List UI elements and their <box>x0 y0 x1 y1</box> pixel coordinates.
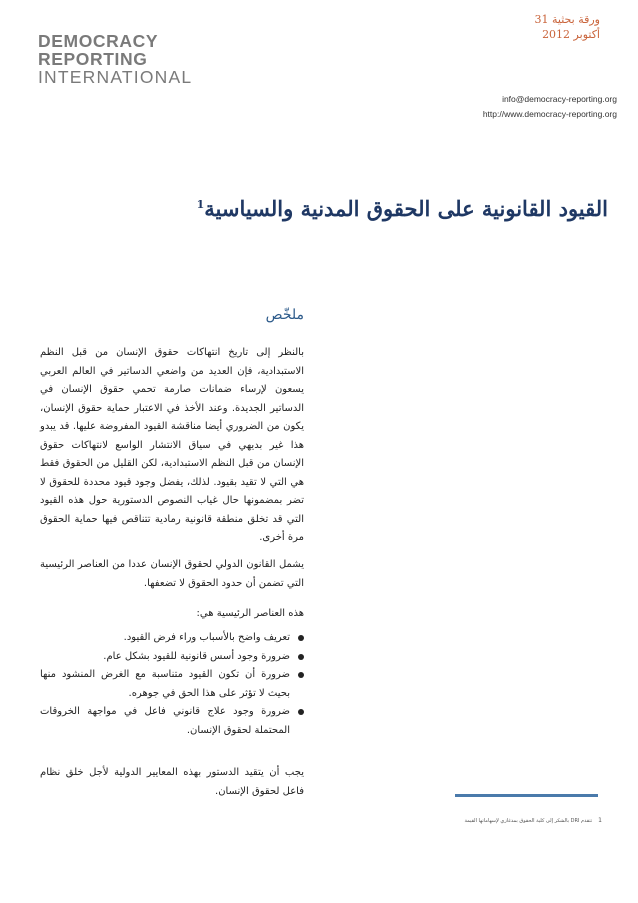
footnote-number: 1 <box>598 817 602 824</box>
key-elements-list <box>40 629 304 740</box>
logo-line-1: DEMOCRACY <box>38 31 159 51</box>
bullet-icon <box>298 709 304 715</box>
contact-block <box>360 92 617 122</box>
footnote-divider <box>455 794 598 797</box>
list-item-text: ضرورة أن تكون القيود متناسبة مع الغرض المنشود منها بحيث لا تؤثر على هذا الحق في جوهره. <box>40 669 290 699</box>
logo-line-3: INTERNATIONAL <box>38 67 193 87</box>
paper-series-label <box>482 12 600 42</box>
paper-number: ورقة بحثية 31 <box>534 13 600 26</box>
website-link[interactable]: http://www.democracy-reporting.org <box>482 109 617 119</box>
title-text: القيود القانونية على الحقوق المدنية والسياسية <box>204 196 608 221</box>
bullet-icon <box>298 672 304 678</box>
title-footnote-mark[interactable]: 1 <box>196 198 205 211</box>
summary-paragraph-4: يجب أن يتقيد الدستور بهذه المعايير الدولية لأجل خلق نظام فاعل لحقوق الإنسان. <box>40 767 304 797</box>
summary-paragraph-2: يشمل القانون الدولي لحقوق الإنسان عددا من العناصر الرئيسية التي تضمن أن حدود الحقوق لا تضعفها. <box>40 559 304 589</box>
paper-date: أكتوبر 2012 <box>542 28 600 41</box>
email-link[interactable]: info@democracy-reporting.org <box>502 94 617 104</box>
bullet-icon <box>298 654 304 660</box>
list-item-text: تعريف واضح بالأسباب وراء فرض القيود. <box>123 632 290 643</box>
bullet-icon <box>298 635 304 641</box>
footnote-text: تتقدم DRI بالشكر إلى كلية الحقوق بمدغازي لإسهاماتها القيمة <box>464 818 593 824</box>
list-item-text: ضرورة وجود أسس قانونية للقيود بشكل عام. <box>103 650 290 662</box>
list-item <box>40 648 304 667</box>
summary-paragraph-3: هذه العناصر الرئيسية هي: <box>196 608 304 619</box>
list-item <box>40 666 304 703</box>
dri-logo <box>38 32 208 86</box>
summary-paragraph-1: بالنظر إلى تاريخ انتهاكات حقوق الإنسان من قبل النظم الاستبدادية، فإن العديد من واضعي الدساتير في العالم العربي يسعون لإرساء ضمانات صارمة تحمي حقوق الإنسان في الدساتير الجديدة. وعند الأخذ في الاعتبار حماية حقوق الإنسان، يكون من الضروري أيضا مناقشة القيود المفروضة عليها. قد يبدو هذا غير بديهي في سياق الانتشار الواسع لانتهاكات حقوق الإنسان من قبل النظم الاستبدادية، لكن القليل من الحقوق فقط هي التي لا تقيد بقيود. لذلك، يفضل وجود قيود محددة للحقوق لا تضر بمضمونها حال غياب النصوص الدستورية حول هذه القيود التي قد تخلق منطقة قانونية رمادية تتناقص فيها حماية الحقوق مرة أخرى. <box>40 347 304 543</box>
footnote <box>380 817 602 825</box>
summary-heading: ملخّص <box>265 307 304 323</box>
logo-line-2: REPORTING <box>38 49 148 69</box>
list-item-text: ضرورة وجود علاج قانوني فاعل في مواجهة الخروقات المحتملة لحقوق الإنسان. <box>40 706 290 736</box>
document-title <box>40 190 608 224</box>
list-item <box>40 703 304 740</box>
list-item <box>40 629 304 648</box>
